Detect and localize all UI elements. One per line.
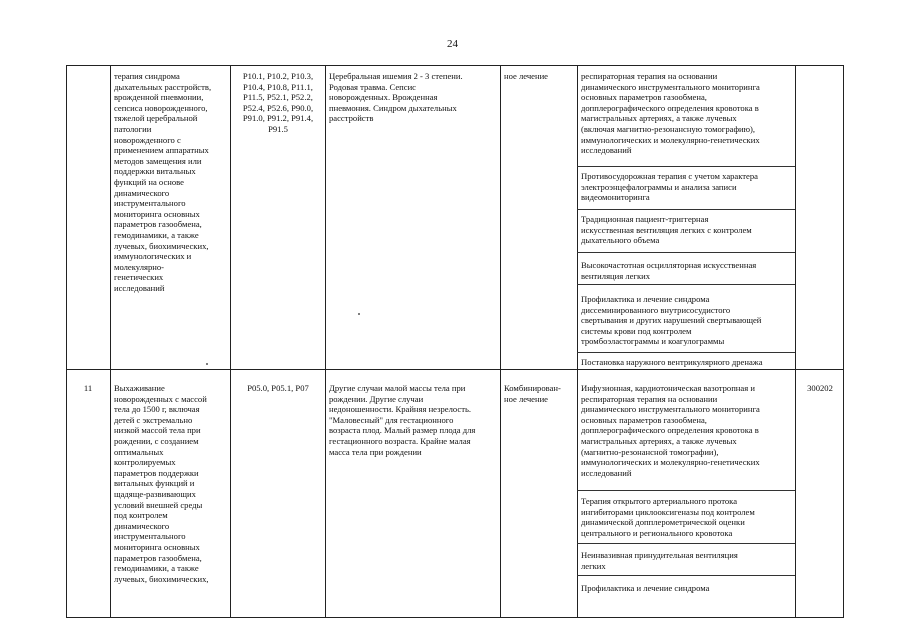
row-2-method: Терапия открытого артериального протока ингибиторами циклооксигеназы под контролем динамической допплерометрической оценки центрального и регионального кровотока [581, 496, 755, 538]
row-1-method: Профилактика и лечение синдрома диссеминированного внутрисосудистого свертывания и других нарушений свертывающей системы крови под контролем тромбоэластограммы и коагулограммы [581, 294, 762, 347]
col-border [500, 65, 501, 618]
row-2-treatment-type: Комбинирован- ное лечение [504, 383, 561, 404]
row-1-method: Противосудорожная терапия с учетом характера электроэнцефалограммы и анализа записи видеомониторинга [581, 171, 758, 203]
row-1-method: респираторная терапия на основании динамического инструментального мониторинга основных параметров газообмена, допплерографического определения кровотока в магистральных артериях, а также лучевых (включая магнитно-резонансную томографию), иммунологических и молекулярно-генетических исследований [581, 71, 760, 156]
row-1-method: Высокочастотная осцилляторная искусственная вентиляция легких [581, 260, 757, 281]
row-2-method: Профилактика и лечение синдрома [581, 583, 710, 593]
scan-speck [206, 363, 208, 365]
row-1-method: Постановка наружного вентрикулярного дренажа [581, 357, 763, 367]
col-border [66, 65, 67, 618]
col-border [110, 65, 111, 618]
medical-care-table [66, 65, 844, 618]
row-1-codes: P10.1, P10.2, P10.3, P10.4, P10.8, P11.1, P11.5, P52.1, P52.2, P52.4, P52.6, P90.0, P91.0, P91.2, P91.4, P91.5 [242, 71, 314, 134]
method-divider [577, 284, 795, 285]
col-border [230, 65, 231, 618]
method-divider [577, 166, 795, 167]
page-number: 24 [447, 38, 458, 50]
row-2-method: Неинвазивная принудительная вентиляция легких [581, 550, 738, 571]
row-1-method: Традиционная пациент-триггерная искусственная вентиляция легких с контролем дыхательного объема [581, 214, 752, 246]
col-border [325, 65, 326, 618]
row-2-diagnosis: Другие случаи малой массы тела при рождении. Другие случаи недоношенности. Крайняя незрелость. "Маловесный" для гестационного возраста плод. Малый размер плода для гестационного возраста. Крайне малая масса тела при рождении [329, 383, 476, 457]
row-2-name: Выхаживание новорожденных с массой тела до 1500 г, включая детей с экстремально низкой массой тела при рождении, с созданием оптимальных контролируемых параметров поддержки витальных функций и щадяще-развивающих условий внешней среды под контролем динамического инструментального мониторинга основных параметров газообмена, гемодинамики, а также лучевых, биохимических, [114, 383, 209, 584]
row-2-method: Инфузионная, кардиотоническая вазотропная и респираторная терапия на основании динамического инструментального мониторинга основных параметров газообмена, допплерографического определения кровотока в магистральных артериях, а также лучевых (магнитно-резонансной томографии), иммунологических и молекулярно-генетических исследований [581, 383, 760, 478]
table-top-border [66, 65, 844, 66]
method-divider [577, 543, 795, 544]
row-1-name: терапия синдрома дыхательных расстройств, врожденной пневмонии, сепсиса новорожденного, тяжелой церебральной патологии новорожденного с применением аппаратных методов замещения или поддержки витальных функций на основе динамического инструментального мониторинга основных параметров газообмена, гемодинамики, а также лучевых, биохимических, иммунологических и молекулярно- генетических исследований [114, 71, 212, 293]
method-divider [577, 252, 795, 253]
method-divider [577, 209, 795, 210]
row-1-treatment-type: ное лечение [504, 71, 549, 81]
scan-speck [358, 313, 360, 315]
method-divider [577, 490, 795, 491]
col-border [795, 65, 796, 618]
row-2-number: 11 [83, 383, 93, 393]
method-divider [577, 575, 795, 576]
col-border [577, 65, 578, 618]
row-2-cost: 300202 [807, 383, 833, 393]
row-2-codes: P05.0, P05.1, P07 [247, 383, 309, 393]
method-divider [577, 352, 795, 353]
row-1-diagnosis: Церебральная ишемия 2 - 3 степени. Родовая травма. Сепсис новорожденных. Врожденная пневмония. Синдром дыхательных расстройств [329, 71, 463, 124]
table-bottom-border [66, 617, 844, 618]
col-border [843, 65, 844, 618]
row-divider [66, 369, 844, 370]
